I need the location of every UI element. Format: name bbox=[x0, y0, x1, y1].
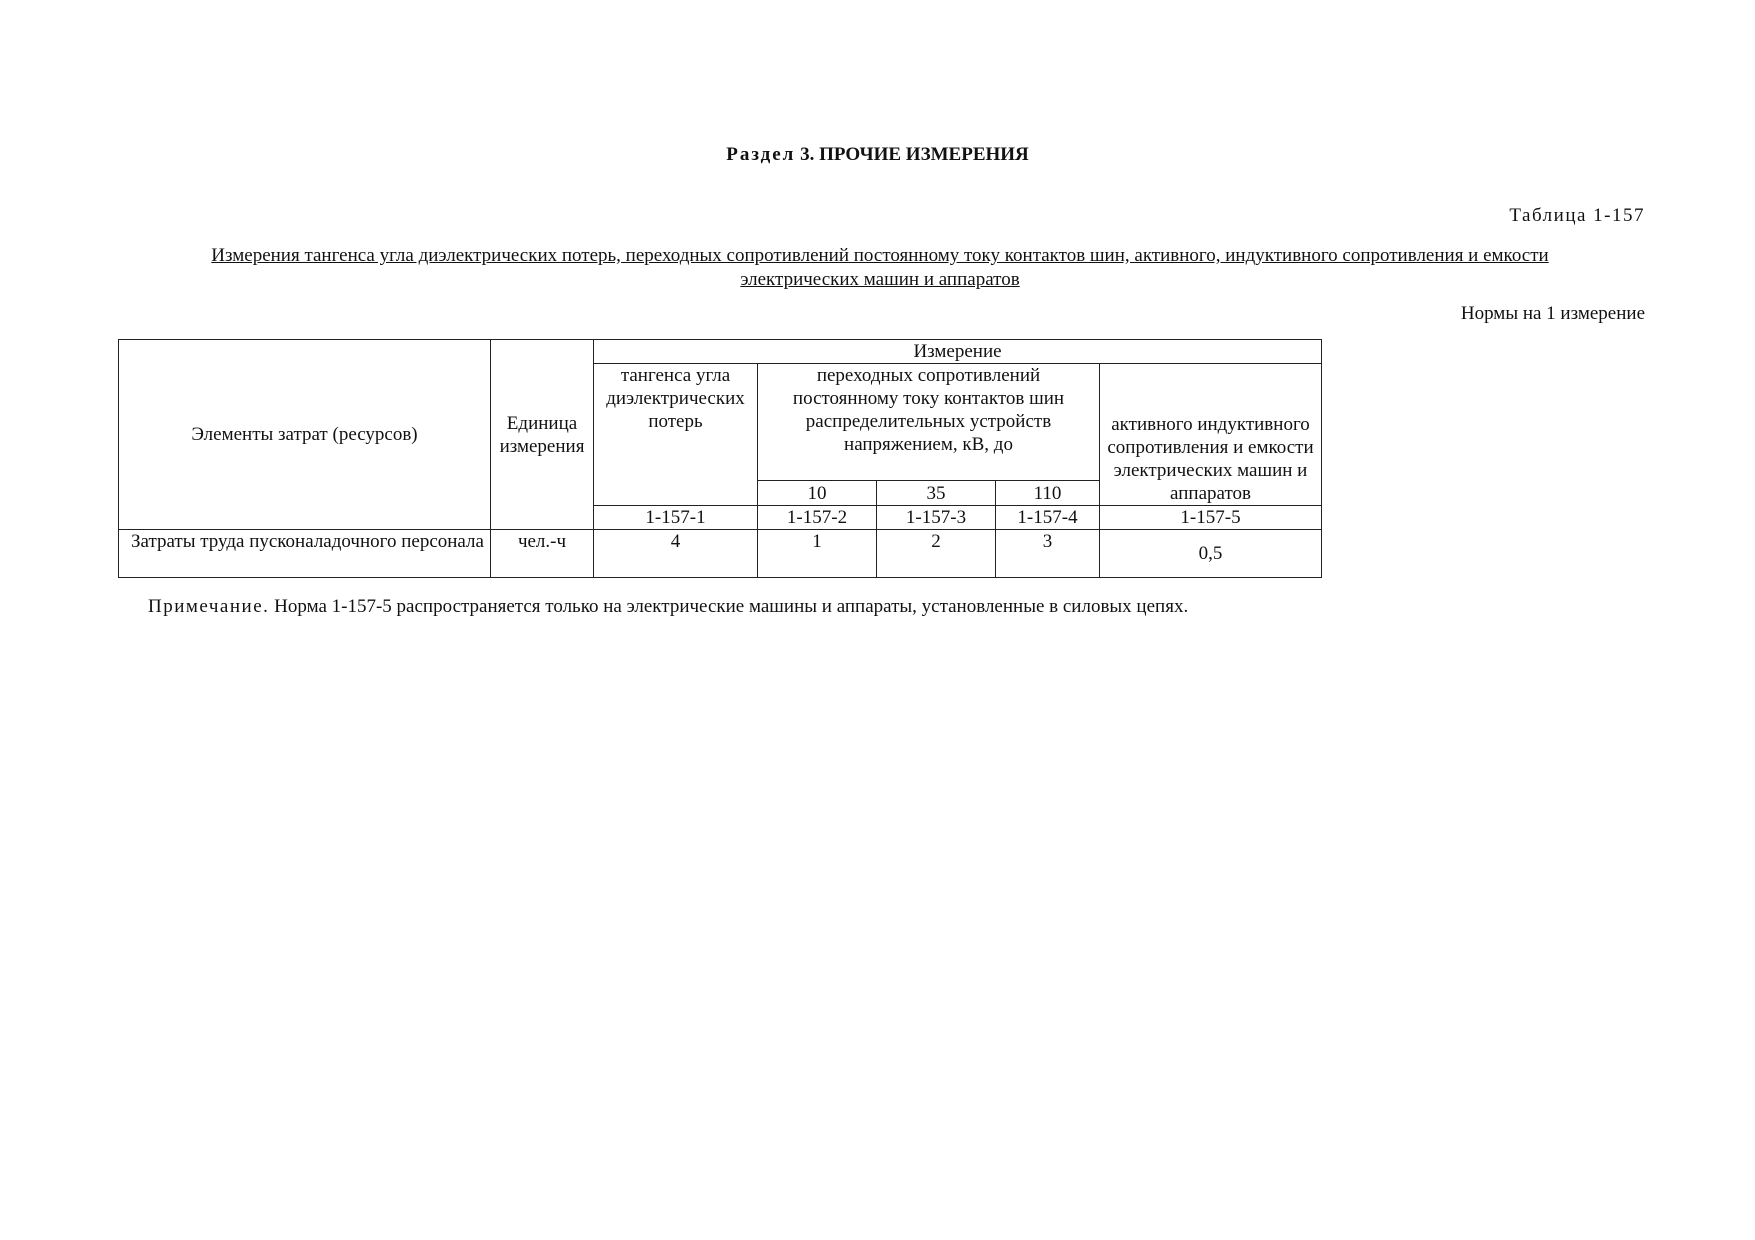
row-value-1-157-1: 4 bbox=[594, 530, 758, 578]
header-elements: Элементы затрат (ресурсов) bbox=[119, 340, 491, 530]
section-title-prefix: Раздел bbox=[726, 144, 796, 165]
table-number: Таблица 1-157 bbox=[1509, 205, 1645, 226]
table-caption: Измерения тангенса угла диэлектрических потерь, переходных сопротивлений постоянному току контактов шин, активного, индуктивного сопротивления и емкости электрических машин и аппаратов bbox=[211, 245, 1549, 290]
header-tangent: тангенса угла диэлектрических потерь bbox=[594, 364, 758, 506]
note bbox=[148, 596, 1188, 618]
header-voltage-110: 110 bbox=[996, 481, 1100, 506]
note-label: Примечание. bbox=[148, 596, 270, 617]
row-unit: чел.-ч bbox=[491, 530, 594, 578]
code-1-157-1: 1-157-1 bbox=[594, 506, 758, 530]
code-1-157-5: 1-157-5 bbox=[1100, 506, 1322, 530]
row-value-1-157-2: 1 bbox=[758, 530, 877, 578]
header-voltage-35: 35 bbox=[877, 481, 996, 506]
header-measurement: Измерение bbox=[594, 340, 1322, 364]
note-text: Норма 1-157-5 распространяется только на электрические машины и аппараты, установленные в силовых цепях. bbox=[269, 596, 1189, 617]
table-row bbox=[119, 530, 1322, 578]
code-1-157-2: 1-157-2 bbox=[758, 506, 877, 530]
section-title-rest: 3. ПРОЧИЕ ИЗМЕРЕНИЯ bbox=[795, 144, 1029, 165]
header-voltage-10: 10 bbox=[758, 481, 877, 506]
header-transitional: переходных сопротивлений постоянному току контактов шин распределительных устройств напряжением, кВ, до bbox=[758, 364, 1100, 481]
norms-table bbox=[118, 339, 1322, 578]
section-title bbox=[0, 144, 1755, 166]
code-1-157-3: 1-157-3 bbox=[877, 506, 996, 530]
row-name: Затраты труда пусконаладочного персонала bbox=[119, 530, 491, 578]
norms-label: Нормы на 1 измерение bbox=[1460, 303, 1645, 324]
row-value-1-157-3: 2 bbox=[877, 530, 996, 578]
row-value-1-157-5: 0,5 bbox=[1100, 530, 1322, 578]
code-1-157-4: 1-157-4 bbox=[996, 506, 1100, 530]
header-unit: Единица измерения bbox=[491, 340, 594, 530]
header-active: активного индуктивного сопротивления и емкости электрических машин и аппаратов bbox=[1100, 364, 1322, 506]
row-value-1-157-4: 3 bbox=[996, 530, 1100, 578]
